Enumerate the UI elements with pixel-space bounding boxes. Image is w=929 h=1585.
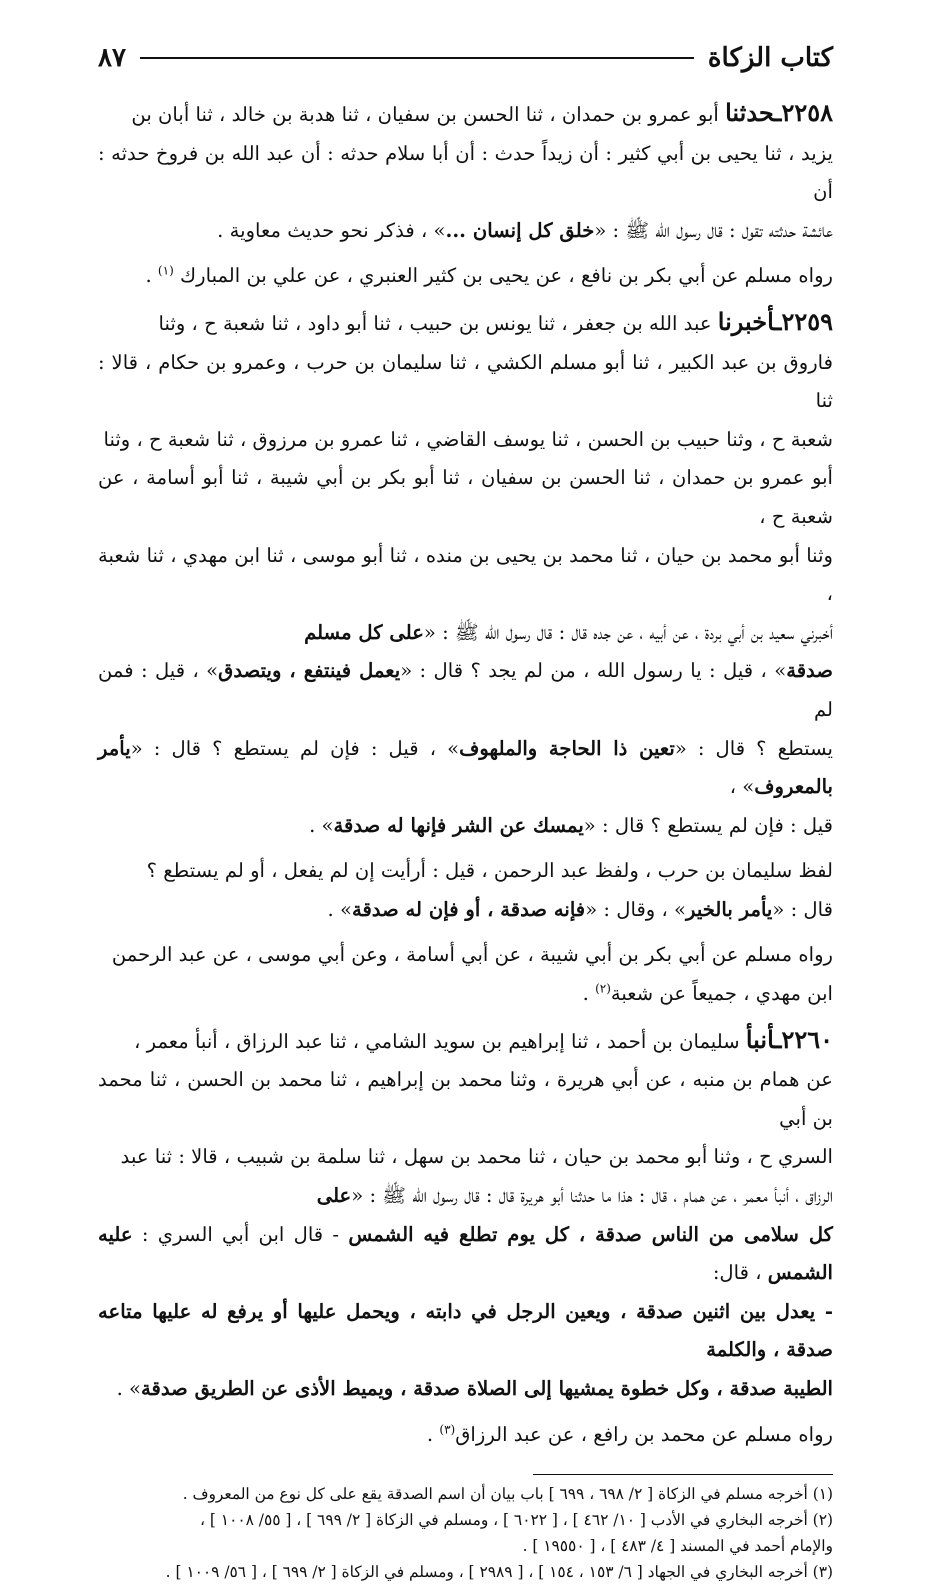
matn-text: تعين ذا الحاجة والملهوف xyxy=(459,736,675,760)
matn-text: يأمر بالخير xyxy=(686,897,773,921)
footnote-2: (٢) أخرجه البخاري في الأدب [ ١٠/ ٤٦٢ ] ، [ ٦٠٢٢ ] ، ومسلم في الزكاة [ ٢/ ٦٩٩ ] ، [ ٥٥/ ١٠٠٨ ] ، xyxy=(200,1511,833,1530)
isnad-text: عبد الله بن جعفر ، ثنا يونس بن حبيب ، ثنا أبو داود ، ثنا شعبة ح ، وثنا xyxy=(158,311,712,335)
text-line: يستطع ؟ قال : «تعين ذا الحاجة والملهوف» ، قيل : فإن لم يستطع ؟ قال : «يأمر بالمعروف» ، xyxy=(98,736,833,799)
text-line: عائشة حدثته تقول : قال رسول الله ﷺ : «خلق كل إنسان ...» ، فذكر نحو حديث معاوية . xyxy=(217,218,833,242)
text-line: السري ح ، وثنا أبو محمد بن حيان ، ثنا محمد بن سهل ، ثنا سلمة بن شبيب ، قالا : ثنا عبد xyxy=(120,1145,833,1169)
text-line: لفظ سليمان بن حرب ، ولفظ عبد الرحمن ، قيل : أرأيت إن لم يفعل ، أو لم يستطع ؟ xyxy=(146,859,833,883)
transmission-keyword: أنبأ xyxy=(745,1024,775,1054)
footnote-ref: (٣) xyxy=(439,1422,456,1437)
text-line: الطيبة صدقة ، وكل خطوة يمشيها إلى الصلاة صدقة ، ويميط الأذى عن الطريق صدقة» . xyxy=(116,1377,833,1400)
text-line: يزيد ، ثنا يحيى بن أبي كثير : أن زيداً حدث : أن أبا سلام حدثه : أن عبد الله بن فروخ حدثه : أن xyxy=(98,141,833,204)
matn-text: عليه الشمس xyxy=(98,1222,833,1285)
footnote-1: (١) أخرجه مسلم في الزكاة [ ٢/ ٦٩٨ ، ٦٩٩ ] باب بيان أن اسم الصدقة يقع على كل نوع من المعروف . xyxy=(182,1485,833,1504)
riwaya-line: رواه مسلم عن أبي بكر بن أبي شيبة ، عن أبي أسامة ، وعن أبي موسى ، عن عبد الرحمن xyxy=(111,943,833,967)
page-body xyxy=(98,94,833,1454)
matn-text: خلق كل إنسان ... xyxy=(445,218,595,242)
transmission-keyword: أخبرنا xyxy=(717,306,775,336)
matn-text: على xyxy=(316,1184,352,1208)
matn-text: كل سلامى من الناس صدقة ، كل يوم تطلع فيه الشمس xyxy=(348,1222,833,1246)
hadith-number: ٢٢٥٩ xyxy=(781,306,833,336)
text-line: عن همام بن منبه ، عن أبي هريرة ، وثنا محمد بن إبراهيم ، ثنا محمد بن الحسن ، ثنا محمد بن أبي xyxy=(98,1068,833,1130)
text-line: ٢٢٥٩ـأخبرنا عبد الله بن جعفر ، ثنا يونس بن حبيب ، ثنا أبو داود ، ثنا شعبة ح ، وثنا xyxy=(158,306,833,336)
footnotes xyxy=(98,1481,833,1585)
matn-text: على كل مسلم xyxy=(304,620,424,644)
matn-text: الطيبة صدقة ، وكل خطوة يمشيها إلى الصلاة صدقة ، ويميط الأذى عن الطريق صدقة xyxy=(141,1377,833,1400)
isnad-text: أبو عمرو بن حمدان ، ثنا الحسن بن سفيان ، ثنا هدبة بن خالد ، ثنا أبان بن xyxy=(131,103,719,126)
text-line: ٢٢٥٨ـحدثنا أبو عمرو بن حمدان ، ثنا الحسن بن سفيان ، ثنا هدبة بن خالد ، ثنا أبان بن xyxy=(131,98,833,127)
header-rule xyxy=(140,57,694,59)
text-line: قال : «يأمر بالخير» ، وقال : «فإنه صدقة ، أو فإن له صدقة» . xyxy=(327,897,833,921)
text-line: - يعدل بين اثنين صدقة ، ويعين الرجل في دابته ، ويحمل عليها أو يرفع له عليها متاعه صدقة ، والكلمة xyxy=(98,1299,833,1362)
hadith-number: ٢٢٦٠ xyxy=(781,1024,833,1054)
text-line: أبو عمرو بن حمدان ، ثنا الحسن بن سفيان ، ثنا أبو بكر بن أبي شيبة ، ثنا أبو أسامة ، عن شعبة ح ، xyxy=(98,466,833,528)
matn-text: يمسك عن الشر فإنها له صدقة xyxy=(333,813,584,837)
hadith-number: ٢٢٥٨ xyxy=(781,98,833,127)
matn-text: يعمل فينتفع ، ويتصدق xyxy=(218,659,401,683)
text-line: فاروق بن عبد الكبير ، ثنا أبو مسلم الكشي ، ثنا سليمان بن حرب ، وعمرو بن حكام ، قالا : ثنا xyxy=(98,350,833,413)
text-line: كل سلامى من الناس صدقة ، كل يوم تطلع فيه الشمس - قال ابن أبي السري : عليه الشمس ، قال: xyxy=(98,1222,833,1285)
running-header xyxy=(98,36,833,80)
text-line: شعبة ح ، وثنا حبيب بن الحسن ، ثنا يوسف القاضي ، ثنا عمرو بن مرزوق ، ثنا شعبة ح ، وثنا xyxy=(103,427,833,451)
footnote-3: (٣) أخرجه البخاري في الجهاد [ ٦/ ١٥٣ ، ١٥٤ ] ، [ ٢٩٨٩ ] ، ومسلم في الزكاة [ ٢/ ٦٩٩ ] ، [ ٥٦/ ١٠٠٩ ] . xyxy=(165,1563,833,1582)
page-number: ٨٧ xyxy=(98,43,126,73)
hadith-2259 xyxy=(98,303,833,1014)
chapter-title: كتاب الزكاة xyxy=(707,43,833,73)
footnote-2-continued: والإمام أحمد في المسند [ ٤/ ٤٨٣ ] ، [ ١٩٥٥٠ ] . xyxy=(522,1537,833,1556)
text-line: أخبرني سعيد بن أبي بردة ، عن أبيه ، عن جده قال : قال رسول الله ﷺ : «على كل مسلم xyxy=(304,620,833,644)
isnad-text: سليمان بن أحمد ، ثنا إبراهيم بن سويد الشامي ، ثنا عبد الرزاق ، أنبأ معمر ، xyxy=(134,1029,740,1053)
hadith-2258 xyxy=(98,94,833,296)
riwaya-line: ابن مهدي ، جميعاً عن شعبة$^{(٢)}$ . xyxy=(582,981,833,1006)
text-line: الرزاق ، أنبأ معمر ، عن همام ، قال : هذا ما حدثنا أبو هريرة قال : قال رسول الله ﷺ : «على xyxy=(316,1184,833,1208)
matn-text: فإنه صدقة ، أو فإن له صدقة xyxy=(351,897,586,921)
text-line: صدقة» ، قيل : يا رسول الله ، من لم يجد ؟ قال : «يعمل فينتفع ، ويتصدق» ، قيل : فمن لم xyxy=(98,659,833,721)
hadith-2260 xyxy=(98,1021,833,1455)
transmission-keyword: حدثنا xyxy=(725,98,775,127)
matn-text: صدقة xyxy=(786,659,833,683)
text-line: قيل : فإن لم يستطع ؟ قال : «يمسك عن الشر فإنها له صدقة» . xyxy=(309,813,833,837)
riwaya-line: رواه مسلم عن محمد بن رافع ، عن عبد الرزاق$^{(٣)}$ . xyxy=(426,1422,833,1446)
footnote-separator xyxy=(533,1474,833,1475)
footnote-ref: (٢) xyxy=(595,981,611,996)
riwaya-line: رواه مسلم عن أبي بكر بن نافع ، عن يحيى بن كثير العنبري ، عن علي بن المبارك $^{(١)}$ . xyxy=(145,263,833,288)
text-line: وثنا أبو محمد بن حيان ، ثنا محمد بن يحيى بن منده ، ثنا أبو موسى ، ثنا ابن مهدي ، ثنا شعبة ، xyxy=(98,543,833,606)
matn-text: يأمر بالمعروف xyxy=(98,736,833,799)
footnote-ref: (١) xyxy=(157,263,174,278)
text-line: ٢٢٦٠ـأنبأ سليمان بن أحمد ، ثنا إبراهيم بن سويد الشامي ، ثنا عبد الرزاق ، أنبأ معمر ، xyxy=(134,1024,833,1054)
